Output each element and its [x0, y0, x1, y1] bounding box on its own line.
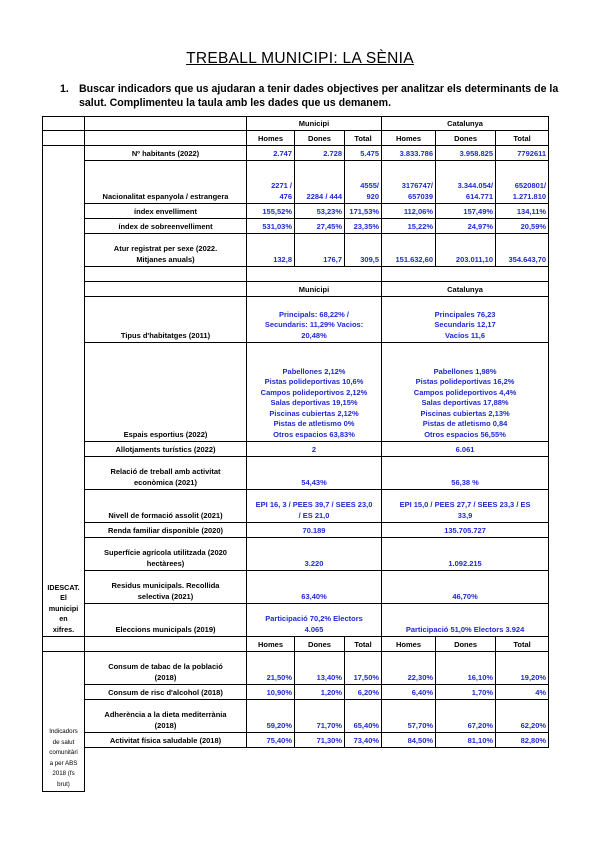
table-row	[43, 538, 549, 571]
dones-header: Dones	[295, 131, 345, 146]
indicator-label: Activitat física saludable (2018)	[85, 733, 247, 748]
indicator-value: 53,23%	[295, 204, 345, 219]
indicator-value: 3.344.054/ 614.771	[436, 161, 496, 204]
total-header: Total	[496, 637, 549, 652]
indicator-value: 6,20%	[345, 685, 382, 700]
indicator-label: Allotjaments turístics (2022)	[85, 442, 247, 457]
table-row	[43, 604, 549, 637]
indicator-value: 73,40%	[345, 733, 382, 748]
table-row	[43, 685, 549, 700]
indicator-value: 3.833.786	[382, 146, 436, 161]
empty-cell	[247, 267, 382, 282]
indicator-value: 20,59%	[496, 219, 549, 234]
indicator-value: 15,22%	[382, 219, 436, 234]
table-row	[43, 161, 549, 204]
table-row	[43, 204, 549, 219]
municipi-value: Pabellones 2,12% Pistas polideportivas 10,6% Campos polideportivos 2,12% Salas deportivas 19,15% Piscinas cubiertas 2,12% Pistas de atletismo 0% Otros espacios 63,83%	[247, 343, 382, 442]
empty-cell	[85, 131, 247, 146]
catalunya-value: Pabellones 1,98% Pistas polideportivas 16,2% Campos polideportivos 4,4% Salas deportivas 17,88% Piscinas cubiertas 2,13% Pistas de atletismo 0,84 Otros espacios 56,55%	[382, 343, 549, 442]
idescat-source-label: IDESCAT. El municipi en xifres.	[43, 146, 85, 637]
indicator-value: 157,49%	[436, 204, 496, 219]
dones-header: Dones	[436, 131, 496, 146]
indicator-value: 24,97%	[436, 219, 496, 234]
table-row	[43, 700, 549, 733]
indicator-value: 4555/ 920	[345, 161, 382, 204]
empty-cell	[85, 282, 247, 297]
homes-header: Homes	[247, 131, 295, 146]
empty-cell	[85, 117, 247, 131]
table-row	[43, 523, 549, 538]
table-row	[43, 748, 549, 792]
indicator-label: índex de sobreenvelliment	[85, 219, 247, 234]
indicator-value: 82,80%	[496, 733, 549, 748]
table-row	[43, 234, 549, 267]
catalunya-value: 46,70%	[382, 571, 549, 604]
indicator-value: 112,06%	[382, 204, 436, 219]
municipi-value: Participació 70,2% Electors 4.065	[247, 604, 382, 637]
catalunya-value: Participació 51,0% Electors 3.924	[382, 604, 549, 637]
indicator-value: 2.747	[247, 146, 295, 161]
municipi-value: 3.220	[247, 538, 382, 571]
empty-cell	[43, 131, 85, 146]
municipi-header: Municipi	[247, 282, 382, 297]
indicator-value: 59,20%	[247, 700, 295, 733]
indicator-label: Adherència a la dieta mediterrània (2018)	[85, 700, 247, 733]
homes-header: Homes	[382, 131, 436, 146]
indicator-value: 4%	[496, 685, 549, 700]
municipi-value: 70.189	[247, 523, 382, 538]
indicator-value: 19,20%	[496, 652, 549, 685]
table-row	[43, 652, 549, 685]
empty-cell	[85, 637, 247, 652]
indicator-value: 27,45%	[295, 219, 345, 234]
indicator-value: 71,30%	[295, 733, 345, 748]
municipi-value: 2	[247, 442, 382, 457]
indicator-value: 65,40%	[345, 700, 382, 733]
catalunya-header: Catalunya	[382, 117, 549, 131]
catalunya-value: Principales 76,23 Secundaris 12,17 Vacíos 11,6	[382, 297, 549, 343]
homes-header: Homes	[382, 637, 436, 652]
catalunya-value: EPI 15,0 / PEES 27,7 / SEES 23,3 / ES 33,9	[382, 490, 549, 523]
indicator-value: 354.643,70	[496, 234, 549, 267]
empty-cell	[382, 267, 549, 282]
municipi-value: EPI 16, 3 / PEES 39,7 / SEES 23,0 / ES 21,0	[247, 490, 382, 523]
table-row	[43, 267, 549, 282]
indicator-value: 57,70%	[382, 700, 436, 733]
total-header: Total	[345, 131, 382, 146]
instruction-number: 1.	[60, 83, 69, 95]
indicator-label: Tipus d'habitatges (2011)	[85, 297, 247, 343]
table-row	[43, 733, 549, 748]
indicator-value: 71,70%	[295, 700, 345, 733]
indicator-label: índex envelliment	[85, 204, 247, 219]
table-row	[43, 297, 549, 343]
empty-cell	[85, 748, 549, 792]
table-row	[43, 282, 549, 297]
table-row	[43, 117, 549, 131]
dones-header: Dones	[295, 637, 345, 652]
empty-cell	[43, 637, 85, 652]
indicator-value: 2.728	[295, 146, 345, 161]
indicator-value: 2271 / 476	[247, 161, 295, 204]
indicator-value: 6,40%	[382, 685, 436, 700]
indicator-value: 309,5	[345, 234, 382, 267]
dones-header: Dones	[436, 637, 496, 652]
indicator-value: 1,70%	[436, 685, 496, 700]
table-row	[43, 490, 549, 523]
indicator-value: 171,53%	[345, 204, 382, 219]
total-header: Total	[496, 131, 549, 146]
indicator-value: 22,30%	[382, 652, 436, 685]
total-header: Total	[345, 637, 382, 652]
table-row	[43, 442, 549, 457]
indicator-value: 151.632,60	[382, 234, 436, 267]
indicator-label: Relació de treball amb activitat econòmica (2021)	[85, 457, 247, 490]
catalunya-value: 56,38 %	[382, 457, 549, 490]
indicator-label: Eleccions municipals (2019)	[85, 604, 247, 637]
indicator-label: Renda familiar disponible (2020)	[85, 523, 247, 538]
indicator-value: 21,50%	[247, 652, 295, 685]
page-title: TREBALL MUNICIPI: LA SÈNIA	[186, 50, 414, 67]
municipi-value: 54,43%	[247, 457, 382, 490]
indicator-label: Nº habitants (2022)	[85, 146, 247, 161]
empty-cell	[43, 117, 85, 131]
indicator-label: Nacionalitat espanyola / estrangera	[85, 161, 247, 204]
indicator-label: Nivell de formació assolit (2021)	[85, 490, 247, 523]
indicator-value: 81,10%	[436, 733, 496, 748]
indicator-label: Consum de risc d'alcohol (2018)	[85, 685, 247, 700]
homes-header: Homes	[247, 637, 295, 652]
indicator-value: 84,50%	[382, 733, 436, 748]
indicator-value: 10,90%	[247, 685, 295, 700]
indicator-value: 531,03%	[247, 219, 295, 234]
indicator-label: Consum de tabac de la població (2018)	[85, 652, 247, 685]
indicator-value: 155,52%	[247, 204, 295, 219]
indicator-value: 17,50%	[345, 652, 382, 685]
indicator-label: Espais esportius (2022)	[85, 343, 247, 442]
table-row	[43, 457, 549, 490]
indicator-value: 3.958.825	[436, 146, 496, 161]
indicator-value: 23,35%	[345, 219, 382, 234]
municipi-header: Municipi	[247, 117, 382, 131]
indicator-value: 7792611	[496, 146, 549, 161]
indicator-value: 203.011,10	[436, 234, 496, 267]
municipi-value: Principals: 68,22% / Secundaris: 11,29% Vacios: 20,48%	[247, 297, 382, 343]
table-row	[43, 637, 549, 652]
task-instruction	[60, 82, 580, 110]
indicator-value: 176,7	[295, 234, 345, 267]
indicator-value: 13,40%	[295, 652, 345, 685]
catalunya-value: 135.705.727	[382, 523, 549, 538]
indicator-label: Residus municipals. Recollida selectiva (2021)	[85, 571, 247, 604]
indicator-value: 16,10%	[436, 652, 496, 685]
indicator-value: 62,20%	[496, 700, 549, 733]
table-row	[43, 146, 549, 161]
table-row	[43, 219, 549, 234]
indicator-value: 3176747/ 657039	[382, 161, 436, 204]
indicator-value: 134,11%	[496, 204, 549, 219]
indicator-value: 2284 / 444	[295, 161, 345, 204]
indicator-value: 1,20%	[295, 685, 345, 700]
instruction-text: Buscar indicadors que us ajudaran a tenir dades objectives per analitzar els determinants de la salut. Complimenteu la taula amb les dades que us demanem.	[79, 83, 559, 109]
indicator-value: 132,8	[247, 234, 295, 267]
health-source-label: Indicadors de salut comunitàri a per ABS 2018 (fs brut)	[43, 652, 85, 792]
catalunya-value: 1.092.215	[382, 538, 549, 571]
indicator-value: 5.475	[345, 146, 382, 161]
table-row	[43, 131, 549, 146]
indicator-label: Superfície agrícola utilitzada (2020 hectàrees)	[85, 538, 247, 571]
indicator-value: 6520801/ 1.271.810	[496, 161, 549, 204]
table-row	[43, 343, 549, 442]
catalunya-value: 6.061	[382, 442, 549, 457]
municipi-value: 63,40%	[247, 571, 382, 604]
table-row	[43, 571, 549, 604]
indicator-value: 75,40%	[247, 733, 295, 748]
indicators-table	[42, 116, 549, 792]
catalunya-header: Catalunya	[382, 282, 549, 297]
indicator-label: Atur registrat per sexe (2022. Mitjanes anuals)	[85, 234, 247, 267]
empty-cell	[85, 267, 247, 282]
indicator-value: 67,20%	[436, 700, 496, 733]
